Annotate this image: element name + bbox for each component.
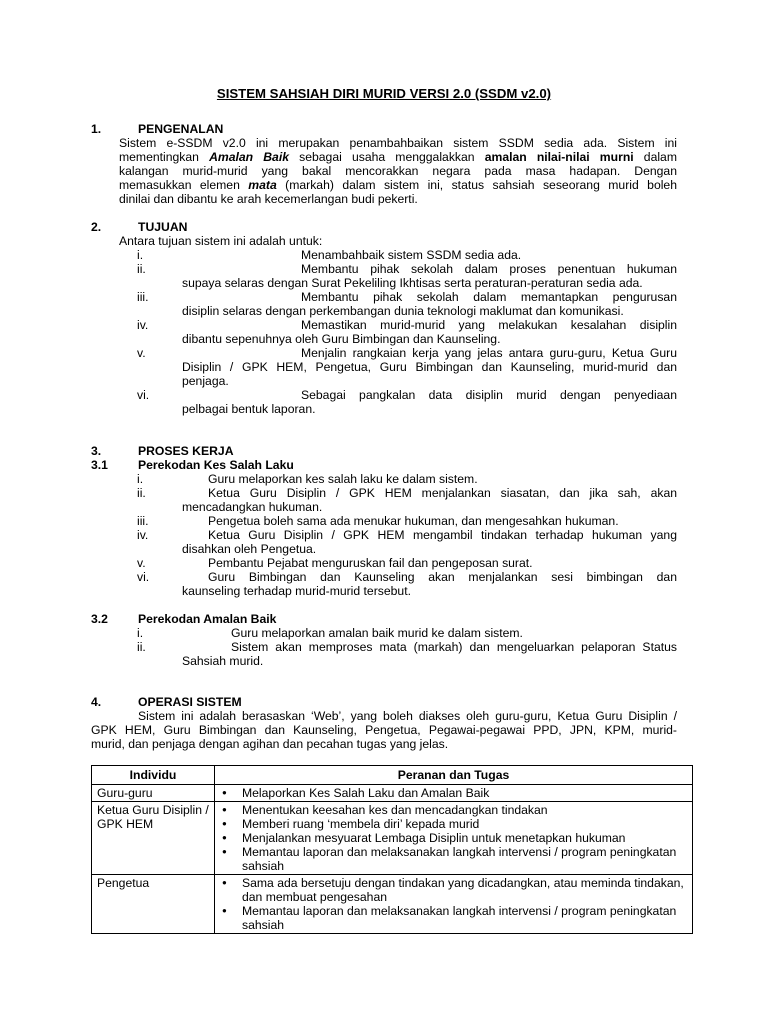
tasks-cell xyxy=(215,802,693,875)
item-text: Menambahbaik sistem SSDM sedia ada. xyxy=(301,248,522,262)
item-text: Guru melaporkan amalan baik murid ke dalam sistem. xyxy=(231,626,523,640)
subsection-3-2-heading xyxy=(91,612,276,626)
item-number: v. xyxy=(137,346,146,360)
item-number: ii. xyxy=(137,262,146,276)
section-title: TUJUAN xyxy=(138,220,188,234)
para-line: Sistem e-SSDM v2.0 ini merupakan penambahbaikan sistem SSDM sedia ada. Sistem ini xyxy=(119,136,677,150)
item-text: Sebagai pangkalan data disiplin murid dengan penyediaan xyxy=(301,388,677,402)
item-number: i. xyxy=(137,248,144,262)
item-number: i. xyxy=(137,626,144,640)
section-title: OPERASI SISTEM xyxy=(138,695,242,709)
para-line: GPK HEM, Guru Bimbingan dan Kaunseling, Pengetua, Pegawai-pegawai PPD, JPN, KPM, murid- xyxy=(91,723,677,737)
item-text: Guru melaporkan kes salah laku ke dalam sistem. xyxy=(208,472,478,486)
individu-cell: Pengetua xyxy=(92,875,215,934)
section-4-heading xyxy=(91,695,242,709)
section-number: 3. xyxy=(91,444,102,458)
item-number: ii. xyxy=(137,640,146,654)
individu-cell: Guru-guru xyxy=(92,785,215,802)
table-row xyxy=(92,802,693,875)
item-continuation: Sahsiah murid. xyxy=(182,654,264,668)
text: sebagai usaha menggalakkan xyxy=(288,150,485,164)
tasks-cell xyxy=(215,875,693,934)
column-header-peranan: Peranan dan Tugas xyxy=(215,766,693,785)
item-number: vi. xyxy=(137,388,150,402)
item-continuation: kaunseling terhadap murid-murid tersebut. xyxy=(182,584,411,598)
emphasis-text: mata xyxy=(248,178,277,192)
task-list xyxy=(220,876,687,932)
para-line xyxy=(119,178,677,192)
document-title: SISTEM SAHSIAH DIRI MURID VERSI 2.0 (SSDM v2.0) xyxy=(216,86,552,101)
item-number: i. xyxy=(137,472,144,486)
tasks-cell xyxy=(215,785,693,802)
item-text: Memastikan murid-murid yang melakukan kesalahan disiplin xyxy=(301,318,677,332)
subsection-number: 3.1 xyxy=(91,458,108,472)
task-item: ● Sama ada bersetuju dengan tindakan yang dicadangkan, atau meminda tindakan, dan membuat pengesahan xyxy=(220,876,687,904)
item-continuation: disiplin selaras dengan perkembangan dunia teknologi maklumat dan komunikasi. xyxy=(182,304,624,318)
item-text: Ketua Guru Disiplin / GPK HEM menjalankan siasatan, dan jika sah, akan xyxy=(208,486,677,500)
section-title: PROSES KERJA xyxy=(138,444,234,458)
item-text: Ketua Guru Disiplin / GPK HEM mengambil tindakan terhadap hukuman yang xyxy=(208,528,677,542)
item-continuation: penjaga. xyxy=(182,374,229,388)
table-header-row xyxy=(92,766,693,785)
item-number: v. xyxy=(137,556,146,570)
task-item: ● Memantau laporan dan melaksanakan langkah intervensi / program peningkatan sahsiah xyxy=(220,904,687,932)
para-line xyxy=(119,150,677,164)
para-line: Sistem ini adalah berasaskan ‘Web’, yang boleh diakses oleh guru-guru, Ketua Guru Disiplin / xyxy=(138,709,677,723)
item-continuation: dibantu sepenuhnya oleh Guru Bimbingan dan Kaunseling. xyxy=(182,332,501,346)
roles-table xyxy=(91,765,693,934)
text: dalam xyxy=(633,150,677,164)
section-2-heading xyxy=(91,220,187,234)
section-number: 1. xyxy=(91,122,102,136)
subsection-3-1-heading xyxy=(91,458,294,472)
task-item: ● Memberi ruang ‘membela diri’ kepada murid xyxy=(220,817,687,831)
section-3-heading xyxy=(91,444,234,458)
section-2-intro: Antara tujuan sistem ini adalah untuk: xyxy=(119,234,323,248)
item-text: Pengetua boleh sama ada menukar hukuman, dan mengesahkan hukuman. xyxy=(208,514,619,528)
item-number: iii. xyxy=(137,514,149,528)
para-line: kalangan murid-murid yang bakal mencorakkan negara pada masa hadapan. Dengan xyxy=(119,164,677,178)
para-line: dinilai dan dibantu ke arah kecemerlangan budi pekerti. xyxy=(119,192,418,206)
section-title: PENGENALAN xyxy=(138,122,224,136)
emphasis-text: Amalan Baik xyxy=(209,150,289,164)
subsection-title: Perekodan Amalan Baik xyxy=(138,612,277,626)
task-list xyxy=(220,786,687,800)
column-header-individu: Individu xyxy=(92,766,215,785)
item-text: Sistem akan memproses mata (markah) dan mengeluarkan pelaporan Status xyxy=(231,640,677,654)
subsection-title: Perekodan Kes Salah Laku xyxy=(138,458,294,472)
item-number: iii. xyxy=(137,290,149,304)
table-row xyxy=(92,875,693,934)
subsection-number: 3.2 xyxy=(91,612,108,626)
table-row xyxy=(92,785,693,802)
task-item: ● Memantau laporan dan melaksanakan langkah intervensi / program peningkatan sahsiah xyxy=(220,845,687,873)
section-number: 2. xyxy=(91,220,102,234)
item-continuation: supaya selaras dengan Surat Pekeliling Ikhtisas serta peraturan-peraturan sedia ada. xyxy=(182,276,643,290)
section-1-paragraph xyxy=(119,136,677,206)
task-item: ● Menjalankan mesyuarat Lembaga Disiplin untuk menetapkan hukuman xyxy=(220,831,687,845)
section-1-heading xyxy=(91,122,223,136)
task-list xyxy=(220,803,687,873)
item-text: Membantu pihak sekolah dalam memantapkan pengurusan xyxy=(301,290,677,304)
bold-text: amalan nilai-nilai murni xyxy=(484,150,634,164)
item-number: iv. xyxy=(137,318,149,332)
section-4-paragraph xyxy=(91,709,677,751)
task-item: ● Menentukan keesahan kes dan mencadangkan tindakan xyxy=(220,803,687,817)
item-continuation: mencadangkan hukuman. xyxy=(182,500,323,514)
individu-cell: Ketua Guru Disiplin / GPK HEM xyxy=(92,802,215,875)
task-item: ● Melaporkan Kes Salah Laku dan Amalan Baik xyxy=(220,786,687,800)
section-number: 4. xyxy=(91,695,102,709)
text: (markah) dalam sistem ini, status sahsiah seseorang murid boleh xyxy=(276,178,677,192)
item-continuation: pelbagai bentuk laporan. xyxy=(182,402,316,416)
item-number: vi. xyxy=(137,570,150,584)
text: mementingkan xyxy=(119,150,210,164)
item-continuation: Disiplin / GPK HEM, Pengetua, Guru Bimbingan dan Kaunseling, murid-murid dan xyxy=(182,360,677,374)
item-text: Membantu pihak sekolah dalam proses penentuan hukuman xyxy=(301,262,677,276)
item-number: ii. xyxy=(137,486,146,500)
item-text: Guru Bimbingan dan Kaunseling akan menjalankan sesi bimbingan dan xyxy=(208,570,677,584)
item-text: Menjalin rangkaian kerja yang jelas antara guru-guru, Ketua Guru xyxy=(301,346,677,360)
item-continuation: disahkan oleh Pengetua. xyxy=(182,542,317,556)
item-text: Pembantu Pejabat menguruskan fail dan pengeposan surat. xyxy=(208,556,533,570)
para-line: murid, dan penjaga dengan agihan dan pecahan tugas yang jelas. xyxy=(91,737,449,751)
item-number: iv. xyxy=(137,528,149,542)
text: memasukkan elemen xyxy=(119,178,249,192)
